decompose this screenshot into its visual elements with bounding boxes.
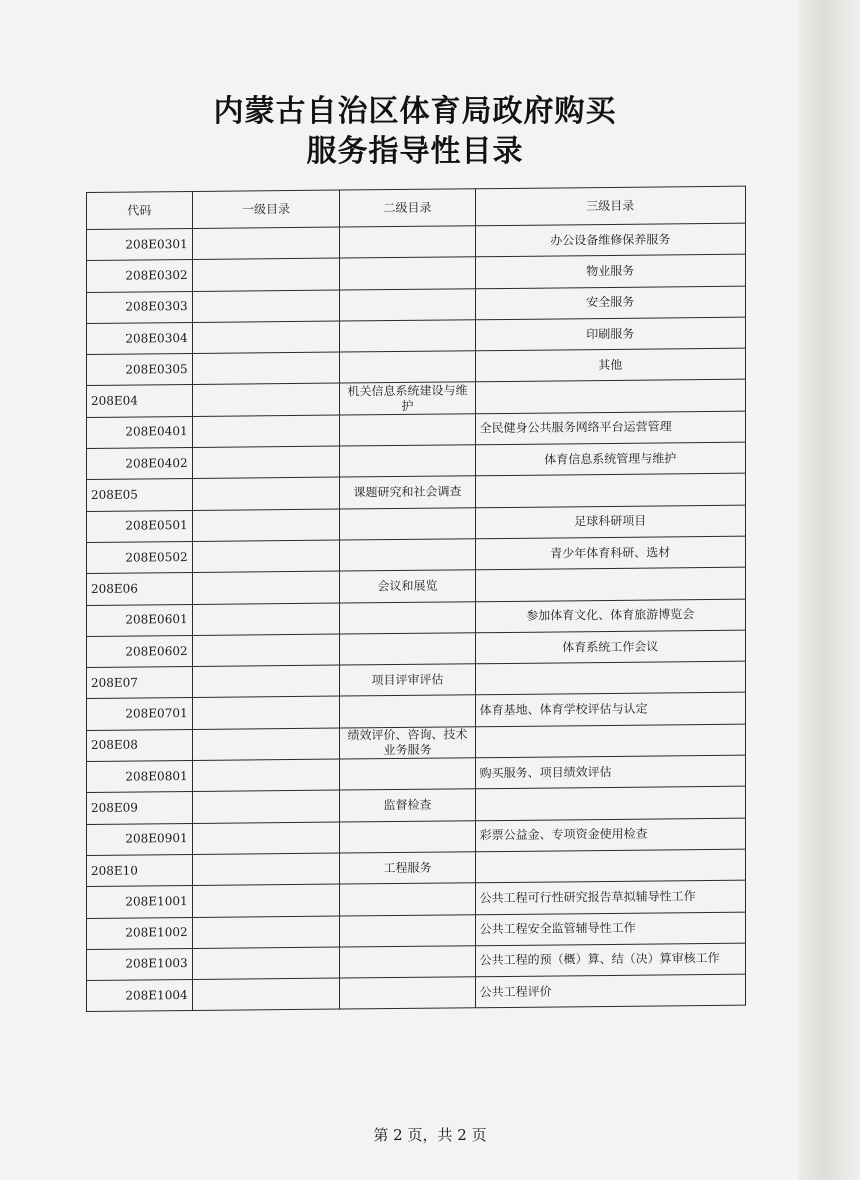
code-cell: 208E04	[87, 385, 193, 417]
title-line-2: 服务指导性目录	[306, 134, 524, 169]
level3-cell: 物业服务	[475, 254, 745, 288]
level1-cell	[192, 571, 340, 604]
level3-cell: 公共工程的预（概）算、结（决）算审核工作	[475, 943, 745, 977]
level3-cell	[475, 724, 745, 758]
code-cell: 208E0305	[87, 354, 193, 386]
code-cell: 208E0502	[87, 541, 193, 573]
level1-cell	[192, 321, 340, 354]
level2-cell: 工程服务	[340, 852, 475, 885]
code-cell: 208E1004	[87, 980, 193, 1012]
code-cell: 208E0301	[87, 228, 193, 260]
level1-cell	[192, 978, 340, 1011]
level3-cell: 体育基地、体育学校评估与认定	[475, 693, 745, 727]
code-cell: 208E0602	[87, 635, 193, 667]
header-code: 代码	[87, 191, 193, 229]
code-cell: 208E05	[87, 479, 193, 511]
level1-cell	[192, 352, 340, 385]
level3-cell: 公共工程安全监管辅导性工作	[475, 912, 745, 946]
level1-cell	[192, 665, 340, 698]
level1-cell	[192, 728, 340, 761]
header-level1: 一级目录	[192, 190, 340, 228]
header-level3: 三级目录	[475, 186, 745, 226]
level2-cell	[340, 257, 475, 290]
level1-cell	[192, 227, 340, 260]
level2-cell	[340, 633, 475, 666]
level1-cell	[192, 540, 340, 573]
document-title	[0, 92, 830, 172]
header-level2: 二级目录	[340, 189, 475, 227]
level3-cell: 购买服务、项目绩效评估	[475, 755, 745, 789]
level3-cell: 足球科研项目	[475, 505, 745, 539]
code-cell: 208E10	[87, 854, 193, 886]
code-cell: 208E0303	[87, 291, 193, 323]
service-catalog-table	[86, 186, 746, 1013]
level1-cell	[192, 603, 340, 636]
level3-cell	[475, 787, 745, 821]
level2-cell	[340, 820, 475, 853]
level3-cell	[475, 380, 745, 414]
level3-cell	[475, 849, 745, 883]
level3-cell	[475, 474, 745, 508]
level3-cell: 办公设备维修保养服务	[475, 223, 745, 257]
level1-cell	[192, 822, 340, 855]
level1-cell	[192, 290, 340, 323]
scanned-page-edge	[798, 0, 860, 1180]
table-body	[87, 223, 746, 1012]
code-cell: 208E1002	[87, 917, 193, 949]
level3-cell: 公共工程可行性研究报告草拟辅导性工作	[475, 880, 745, 914]
level3-cell	[475, 661, 745, 695]
level2-cell	[340, 414, 475, 447]
level2-cell	[340, 883, 475, 916]
level2-cell: 机关信息系统建设与维护	[340, 382, 475, 415]
title-line-1: 内蒙古自治区体育局政府购买	[213, 94, 617, 129]
code-cell: 208E1001	[87, 886, 193, 918]
level2-cell: 项目评审评估	[340, 664, 475, 697]
level2-cell	[340, 977, 475, 1010]
level2-cell: 课题研究和社会调查	[340, 476, 475, 509]
level2-cell	[340, 946, 475, 979]
level3-cell: 其他	[475, 348, 745, 382]
level3-cell: 参加体育文化、体育旅游博览会	[475, 599, 745, 633]
level3-cell: 体育信息系统管理与维护	[475, 442, 745, 476]
level2-cell	[340, 288, 475, 321]
level2-cell: 绩效评价、咨询、技术业务服务	[340, 727, 475, 760]
code-cell: 208E09	[87, 792, 193, 824]
level1-cell	[192, 759, 340, 792]
table-row	[87, 974, 746, 1012]
code-cell: 208E1003	[87, 948, 193, 980]
code-cell: 208E0402	[87, 448, 193, 480]
level1-cell	[192, 634, 340, 667]
level1-cell	[192, 697, 340, 730]
level2-cell: 监督检查	[340, 789, 475, 822]
code-cell: 208E0801	[87, 761, 193, 793]
code-cell: 208E0701	[87, 698, 193, 730]
level3-cell: 公共工程评价	[475, 974, 745, 1008]
code-cell: 208E0302	[87, 260, 193, 292]
code-cell: 208E07	[87, 667, 193, 699]
level1-cell	[192, 258, 340, 291]
level1-cell	[192, 477, 340, 510]
level3-cell: 体育系统工作会议	[475, 630, 745, 664]
level3-cell: 印刷服务	[475, 317, 745, 351]
level2-cell	[340, 695, 475, 728]
level3-cell: 彩票公益金、专项资金使用检查	[475, 818, 745, 852]
level2-cell	[340, 507, 475, 540]
level3-cell: 安全服务	[475, 286, 745, 320]
level3-cell: 全民健身公共服务网络平台运营管理	[475, 411, 745, 445]
level1-cell	[192, 415, 340, 448]
level2-cell	[340, 226, 475, 259]
level2-cell	[340, 445, 475, 478]
code-cell: 208E06	[87, 573, 193, 605]
level2-cell	[340, 539, 475, 572]
level1-cell	[192, 446, 340, 479]
level2-cell: 会议和展览	[340, 570, 475, 603]
level1-cell	[192, 384, 340, 417]
level2-cell	[340, 320, 475, 353]
level1-cell	[192, 790, 340, 823]
table-header-row	[87, 186, 746, 229]
code-cell: 208E0501	[87, 510, 193, 542]
level3-cell: 青少年体育科研、选材	[475, 536, 745, 570]
code-cell: 208E0304	[87, 322, 193, 354]
code-cell: 208E0601	[87, 604, 193, 636]
level1-cell	[192, 509, 340, 542]
code-cell: 208E08	[87, 729, 193, 761]
level1-cell	[192, 916, 340, 949]
level2-cell	[340, 758, 475, 791]
level1-cell	[192, 853, 340, 886]
level3-cell	[475, 567, 745, 601]
level2-cell	[340, 351, 475, 384]
level2-cell	[340, 914, 475, 947]
code-cell: 208E0901	[87, 823, 193, 855]
level1-cell	[192, 947, 340, 980]
code-cell: 208E0401	[87, 416, 193, 448]
page-number: 第 2 页，共 2 页	[373, 1126, 487, 1144]
level1-cell	[192, 884, 340, 917]
level2-cell	[340, 601, 475, 634]
